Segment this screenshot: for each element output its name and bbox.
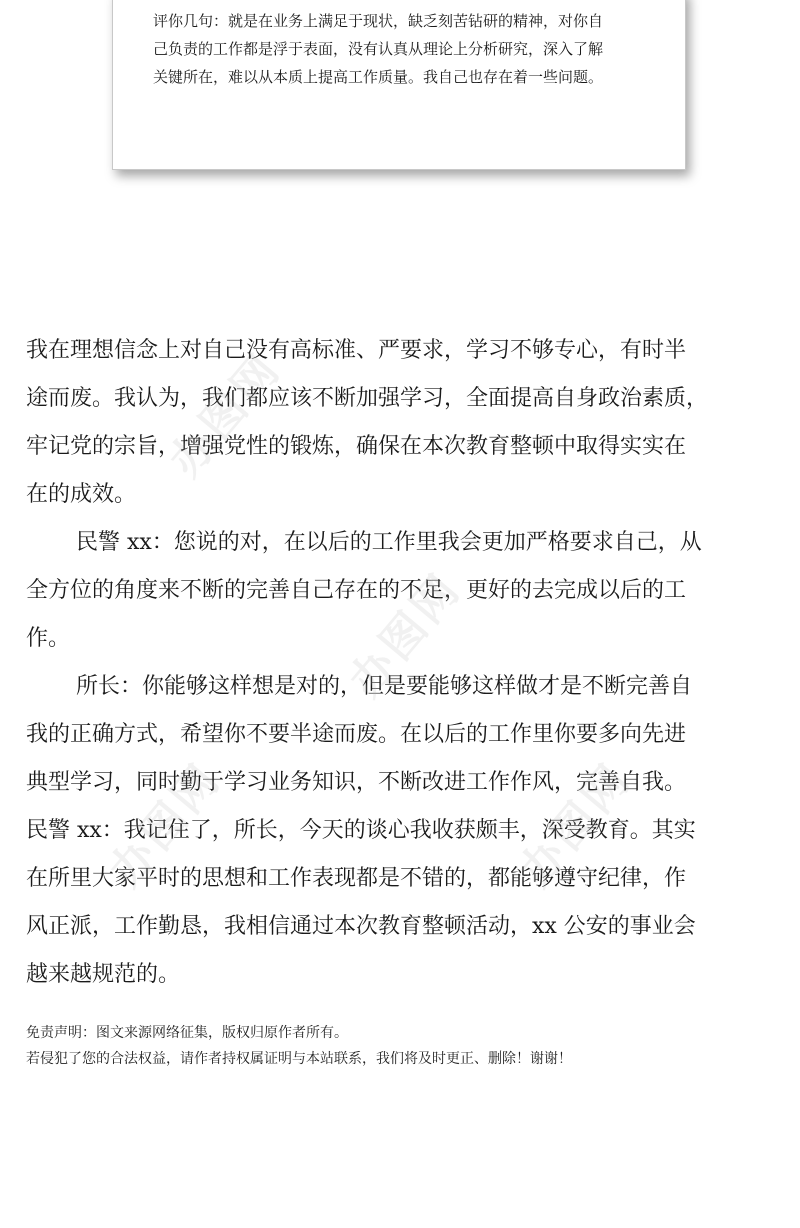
paragraph-start-line: 民警 xx：您说的对，在以后的工作里我会更加严格要求自己，从: [76, 530, 702, 555]
body-line: 典型学习，同时勤于学习业务知识，不断改进工作作风，完善自我。: [26, 770, 687, 795]
body-line: 我的正确方式，希望你不要半途而废。在以后的工作里你要多向先进: [26, 722, 687, 747]
disclaimer-line-1: 免责声明：图文来源网络征集，版权归原作者所有。: [26, 1025, 348, 1041]
card-line: 己负责的工作都是浮于表面，没有认真从理论上分析研究，深入了解: [153, 40, 604, 58]
body-line: 在的成效。: [26, 482, 137, 507]
body-line: 全方位的角度来不断的完善自己存在的不足，更好的去完成以后的工: [26, 578, 687, 603]
watermark: 办图网: [99, 753, 232, 897]
body-line: 在所里大家平时的思想和工作表现都是不错的，都能够遵守纪律，作: [26, 866, 687, 891]
body-line: 作。: [26, 626, 71, 651]
body-line: 风正派，工作勤恳，我相信通过本次教育整顿活动，xx 公安的事业会: [26, 914, 696, 939]
watermark: 办图网: [509, 753, 642, 897]
body-line: 越来越规范的。: [26, 962, 181, 987]
card-line: 评你几句：就是在业务上满足于现状，缺乏刻苦钻研的精神，对你自: [153, 12, 604, 30]
card-line: 关键所在，难以从本质上提高工作质量。我自己也存在着一些问题。: [153, 68, 604, 86]
quote-card: [112, 0, 686, 170]
watermark: 办图网: [339, 563, 472, 707]
disclaimer: [26, 1020, 786, 1072]
disclaimer-line-2: 若侵犯了您的合法权益，请作者持权属证明与本站联系，我们将及时更正、删除！谢谢！: [26, 1051, 572, 1067]
body-line: 民警 xx：我记住了，所长，今天的谈心我收获颇丰，深受教育。其实: [26, 818, 696, 843]
article-body: [26, 327, 778, 999]
body-line: 牢记党的宗旨，增强党性的锻炼，确保在本次教育整顿中取得实实在: [26, 434, 687, 459]
body-line: 途而废。我认为，我们都应该不断加强学习，全面提高自身政治素质，: [26, 386, 709, 411]
body-line: 我在理想信念上对自己没有高标准、严要求，学习不够专心，有时半: [26, 338, 687, 363]
quote-card-text: [153, 7, 653, 91]
paragraph-start-line: 所长：你能够这样想是对的，但是要能够这样做才是不断完善自: [76, 674, 693, 699]
watermark: 办图网: [159, 343, 292, 487]
